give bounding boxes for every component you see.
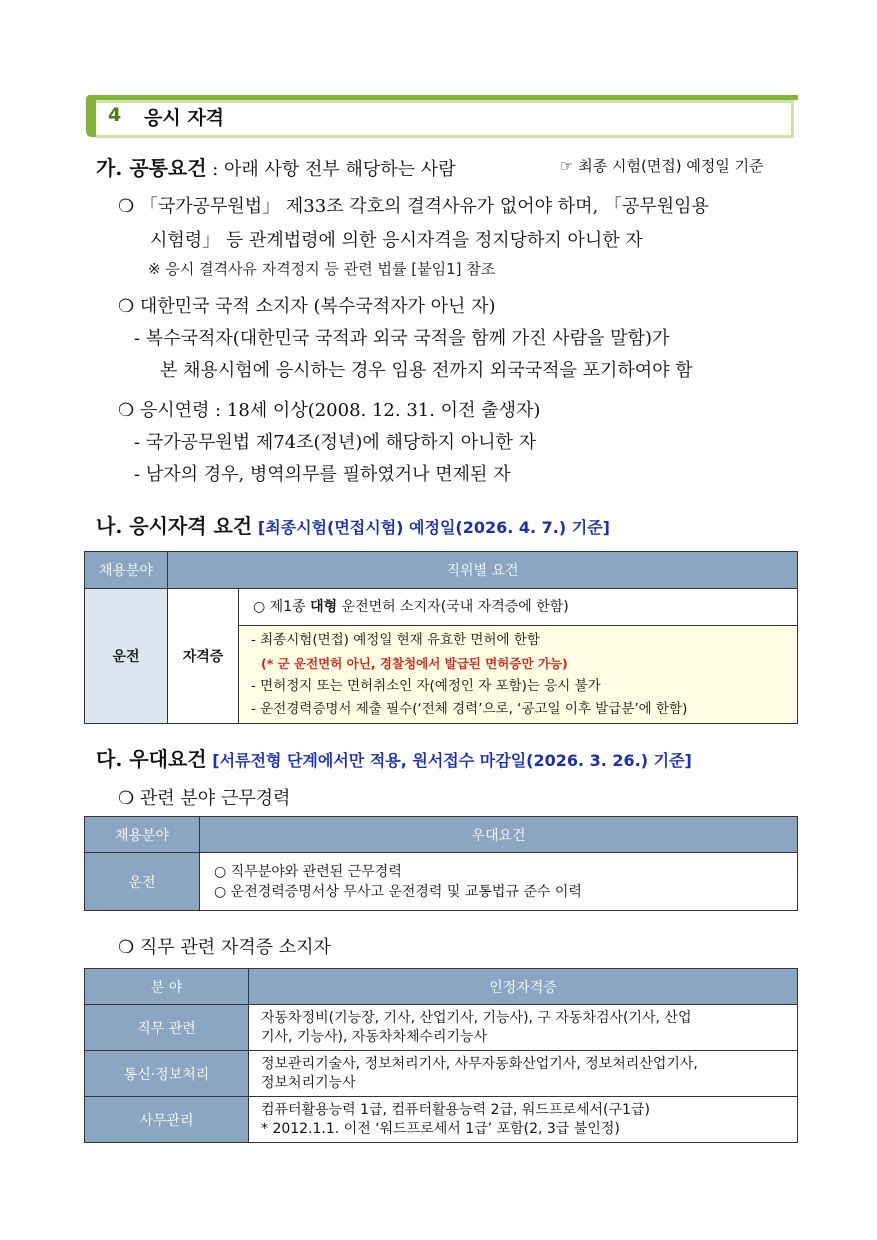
na-row2-line3: - 면허정지 또는 면허취소인 자(예정인 자 포함)는 응시 불가 — [251, 677, 601, 694]
na-row1-post: 운전면허 소지자(국내 자격증에 한함) — [337, 599, 569, 615]
na-req-label: 자격증 — [168, 589, 239, 724]
na-col-field: 채용분야 — [85, 552, 168, 589]
da-t1-cell — [200, 853, 798, 911]
na-row2-line4: - 운전경력증명서 제출 필수(‘전체 경력’으로, ‘공고일 이후 발급분’에 한함) — [251, 700, 688, 717]
na-row1 — [239, 589, 798, 626]
da-basis: [서류전형 단계에서만 적용, 원서접수 마감일(2026. 3. 26.) 기준] — [212, 751, 692, 770]
da-bullet2: ❍ 직무 관련 자격증 소지자 — [118, 937, 331, 958]
na-heading-line — [96, 510, 610, 539]
ga-bullet3-detail1: - 국가공무원법 제74조(정년)에 해당하지 아니한 자 — [134, 432, 537, 453]
ga-bullet3: ❍ 응시연령 : 18세 이상(2008. 12. 31. 이전 출생자) — [118, 400, 541, 421]
na-row2-line1: - 최종시험(면접) 예정일 현재 유효한 면허에 한함 — [251, 631, 540, 648]
da-t1-line1: ○ 직무분야와 관련된 근무경력 — [214, 863, 402, 880]
da-t2-it-line1: 정보관리기술사, 정보처리기사, 사무자동화산업기사, 정보처리산업기사, — [261, 1055, 698, 1072]
da-heading: 다. 우대요건 — [96, 747, 207, 771]
ga-bullet1-line2: 시험령」 등 관계법령에 의한 응시자격을 정지당하지 아니한 자 — [150, 230, 643, 251]
da-t2-field-it: 통신·정보처리 — [85, 1051, 249, 1097]
da-heading-line — [96, 743, 692, 772]
da-t2-cell-it — [249, 1051, 798, 1097]
na-row1-pre: ○ 제1종 — [253, 599, 311, 615]
da-t2-office-line2: * 2012.1.1. 이전 ‘워드프로세서 1급’ 포함(2, 3급 불인정) — [261, 1120, 620, 1137]
na-col-requirements: 직위별 요건 — [168, 552, 798, 589]
na-heading: 나. 응시자격 요건 — [96, 514, 253, 538]
ga-bullet1-line1: ❍ 「국가공무원법」 제33조 각호의 결격사유가 없어야 하며, 「공무원임용 — [118, 196, 709, 217]
na-field-driving: 운전 — [85, 589, 168, 724]
ga-bullet1-note: ※ 응시 결격사유 자격정지 등 관련 법률 [붙임1] 참조 — [148, 260, 496, 278]
section-header — [86, 95, 798, 137]
da-t2-col-cert: 인정자격증 — [249, 969, 798, 1005]
na-basis: [최종시험(면접시험) 예정일(2026. 4. 7.) 기준] — [257, 518, 610, 537]
da-experience-table — [84, 816, 798, 911]
da-t2-office-line1: 컴퓨터활용능력 1급, 컴퓨터활용능력 2급, 워드프로세서(구1급) — [261, 1101, 650, 1118]
da-t1-line2: ○ 운전경력증명서상 무사고 운전경력 및 교통법규 준수 이력 — [214, 883, 582, 900]
da-t1-field: 운전 — [85, 853, 200, 911]
na-row1-bold: 대형 — [310, 599, 338, 615]
da-t2-field-office: 사무관리 — [85, 1097, 249, 1143]
da-t2-field-job: 직무 관련 — [85, 1005, 249, 1051]
ga-heading-line — [96, 152, 456, 181]
section-number: 4 — [108, 104, 122, 126]
na-row2-note: (* 군 운전면허 아닌, 경찰청에서 발급된 면허증만 가능) — [261, 655, 568, 671]
ga-bullet2-detail1: - 복수국적자(대한민국 국적과 외국 국적을 함께 가진 사람을 말함)가 — [134, 328, 670, 349]
da-t1-col-pref: 우대요건 — [200, 817, 798, 853]
da-t2-cell-job — [249, 1005, 798, 1051]
ga-bullet3-detail2: - 남자의 경우, 병역의무를 필하였거나 면제된 자 — [134, 464, 511, 485]
header-accent-left — [86, 95, 96, 137]
section-title: 응시 자격 — [144, 107, 225, 129]
da-bullet1: ❍ 관련 분야 근무경력 — [118, 788, 291, 809]
ga-basis: ☞ 최종 시험(면접) 예정일 기준 — [560, 157, 764, 175]
ga-bullet2: ❍ 대한민국 국적 소지자 (복수국적자가 아닌 자) — [118, 296, 496, 317]
ga-heading: 가. 공통요건 — [96, 156, 207, 180]
da-t2-it-line2: 정보처리기능사 — [261, 1074, 356, 1091]
na-row2 — [239, 626, 798, 724]
da-t2-cell-office — [249, 1097, 798, 1143]
ga-bullet2-detail2: 본 채용시험에 응시하는 경우 임용 전까지 외국국적을 포기하여야 함 — [160, 360, 693, 381]
da-t2-job-line2: 기사, 기능사), 자동차차체수리기능사 — [261, 1028, 488, 1045]
da-cert-table — [84, 968, 798, 1143]
ga-subtitle: : 아래 사항 전부 해당하는 사람 — [206, 159, 456, 180]
da-t2-col-field: 분 야 — [85, 969, 249, 1005]
da-t2-job-line1: 자동차정비(기능장, 기사, 산업기사, 기능사), 구 자동차검사(기사, 산업 — [261, 1009, 692, 1026]
na-requirements-table — [84, 551, 798, 724]
da-t1-col-field: 채용분야 — [85, 817, 200, 853]
